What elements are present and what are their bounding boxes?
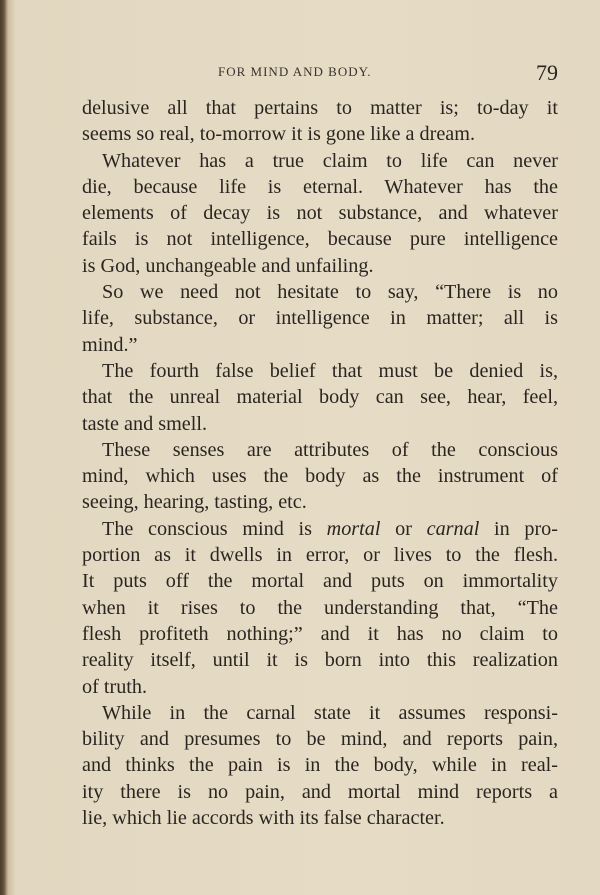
text-line: life, substance, or intelligence in matter; all is: [82, 307, 558, 330]
text-line: seeing, hearing, tasting, etc.: [82, 491, 307, 514]
text-line: die, because life is eternal. Whatever has the: [82, 175, 558, 198]
text-line: mind.”: [82, 333, 138, 356]
text-segment: The conscious mind is: [102, 517, 327, 540]
text-line: of truth.: [82, 675, 148, 698]
page-header: [0, 62, 600, 86]
text-line: and thinks the pain is in the body, while in real-: [82, 754, 558, 777]
body-text: [82, 95, 558, 831]
text-line: So we need not hesitate to say, “There is no: [102, 281, 558, 304]
running-title: FOR MIND AND BODY.: [218, 64, 372, 79]
text-line: is God, unchangeable and unfailing.: [82, 254, 374, 277]
text-line: ity there is no pain, and mortal mind reports a: [82, 780, 558, 803]
text-line: bility and presumes to be mind, and reports pain,: [82, 728, 558, 751]
text-line: The fourth false belief that must be denied is,: [102, 359, 558, 382]
text-segment: or: [380, 517, 427, 540]
text-line: flesh profiteth nothing;” and it has no claim to: [82, 622, 558, 645]
page-number: 79: [536, 60, 558, 85]
italic-word: carnal: [426, 517, 480, 540]
text-line: delusive all that pertains to matter is; to-day it: [82, 97, 558, 119]
text-line: elements of decay is not substance, and whatever: [82, 202, 558, 225]
text-line: fails is not intelligence, because pure intelligence: [82, 228, 558, 251]
text-line: portion as it dwells in error, or lives to the flesh.: [82, 544, 558, 567]
text-segment: in pro-: [479, 517, 558, 540]
italic-word: mortal: [326, 517, 381, 540]
text-line: that the unreal material body can see, hear, feel,: [82, 386, 558, 409]
text-line: [82, 516, 558, 542]
text-line: It puts off the mortal and puts on immortality: [82, 570, 558, 593]
text-line: While in the carnal state it assumes responsi-: [102, 701, 558, 724]
text-line: mind, which uses the body as the instrument of: [82, 465, 558, 488]
text-line: seems so real, to-morrow it is gone like a dream.: [82, 123, 475, 146]
text-line: reality itself, until it is born into this realization: [82, 649, 558, 672]
text-line: taste and smell.: [82, 412, 208, 435]
text-line: when it rises to the understanding that, “The: [82, 596, 558, 619]
text-line: These senses are attributes of the conscious: [102, 438, 558, 461]
text-line: Whatever has a true claim to life can never: [102, 149, 558, 172]
text-line: lie, which lie accords with its false character.: [82, 807, 445, 830]
